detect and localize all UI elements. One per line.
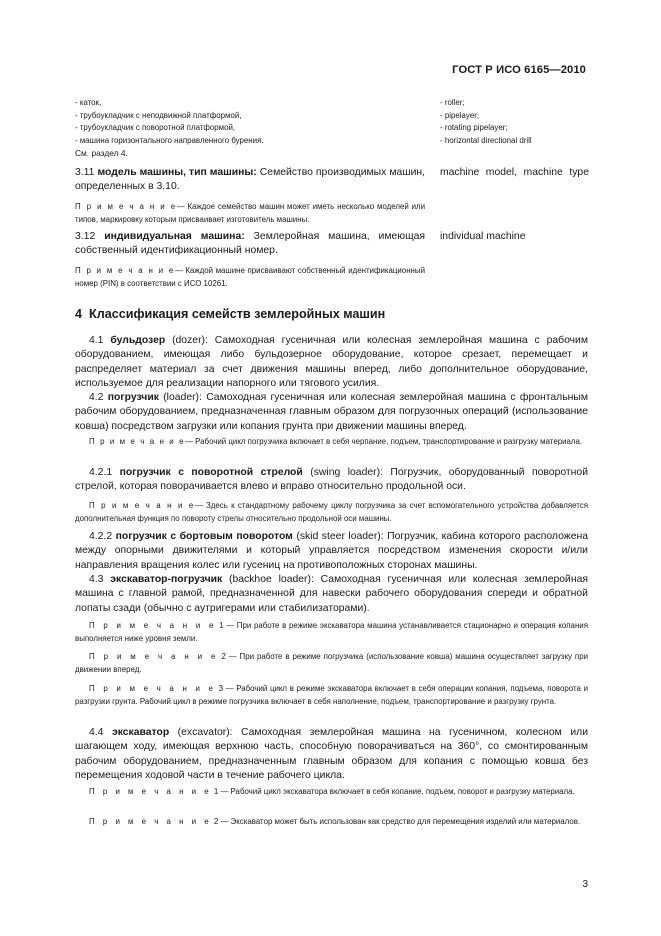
clause-text: (excavator): Самоходная землеройная машина на гусеничном, колесном или шагающем ходу, имеющая верхнюю часть, способную поворачиваться на 360°, со смонтированным рабочим оборудованием, предназначенным главным образом для копания с помощью ковша без перемещения ходовой части в течение рабочего цикла. xyxy=(75,727,588,782)
clause-number: 4.2.1 xyxy=(89,467,113,478)
note-label: П р и м е ч а н и е xyxy=(89,817,212,826)
term-definition: Землеройная машина, имеющая собственный идентификационный номер. xyxy=(75,231,426,257)
note-4-3-2 xyxy=(75,651,588,676)
list-item: - rotating pipelayer; xyxy=(440,123,508,132)
note-4-2-1 xyxy=(75,500,588,525)
term-3-12 xyxy=(75,230,425,259)
note-text: — Рабочий цикл погрузчика включает в себя черпание, подъем, транспортирование и разгрузку материала. xyxy=(185,437,583,446)
list-item: - каток, xyxy=(75,98,102,107)
note-text: — При работе в режиме экскаватора машина устанавливается стационарно и операция копания выполняется ниже уровня земли. xyxy=(75,621,588,643)
note-text: — При работе в режиме погрузчика (использование ковша) машина осуществляет загрузку при движении вперед. xyxy=(75,652,588,674)
note-number: 1 xyxy=(213,787,219,796)
note-number: 3 xyxy=(218,684,224,693)
machine-list-en xyxy=(440,97,590,147)
note-label: П р и м е ч а н и е xyxy=(89,652,219,661)
clause-term: бульдозер xyxy=(110,335,166,346)
clause-term: погрузчик с поворотной стрелой xyxy=(119,467,303,478)
note-label: П р и м е ч а н и е xyxy=(89,437,186,446)
clause-4-1 xyxy=(75,334,588,392)
clause-term: экскаватор xyxy=(111,727,170,738)
clause-text: (swing loader): Погрузчик, оборудованный поворотной стрелой, которая поворачивается влево и вправо относительно продольной оси. xyxy=(75,467,588,493)
note-4-3-1 xyxy=(75,620,588,645)
machine-list-ru xyxy=(75,97,425,160)
clause-number: 4.4 xyxy=(89,727,104,738)
clause-number: 4.3 xyxy=(89,574,104,585)
clause-number: 4.2.2 xyxy=(89,531,113,542)
note-text: — Каждое семейство машин может иметь несколько моделей или типов, маркировку которым присваивает изготовитель машины. xyxy=(75,202,425,224)
clause-text: (loader): Самоходная гусеничная или колесная землеройная машина с фронтальным рабочим оборудованием, предназначенная главным образом для погрузочных операций (использование ковша) посредством загрузки или копания грунта при движении машины вперед. xyxy=(75,392,588,432)
clause-number: 4.2 xyxy=(89,392,104,403)
note-3-12 xyxy=(75,265,425,290)
list-item: - horizontal directional drill xyxy=(440,135,532,145)
note-text: — Экскаватор может быть использован как средство для перемещения изделий или материалов. xyxy=(220,817,581,826)
section-heading: 4 Классификация семейств землеройных машин xyxy=(75,307,386,321)
clause-4-2 xyxy=(75,391,588,434)
note-4-2 xyxy=(75,436,588,449)
list-item: - трубоукладчик с неподвижной платформой, xyxy=(75,110,242,120)
page-number: 3 xyxy=(582,879,588,890)
clause-term: погрузчик с бортовым поворотом xyxy=(115,531,293,542)
note-label: П р и м е ч а н и е xyxy=(89,621,217,630)
clause-text: (dozer): Самоходная гусеничная или колесная землеройная машина с рабочим оборудованием, имеющая либо бульдозерное оборудование, которое срезает, перемещает и распределяет материал за счет движения машины вперед, либо дополнительное оборудование, используемое для реализации напорного или тягового усилия. xyxy=(75,335,588,390)
clause-4-2-1 xyxy=(75,466,588,495)
clause-term: погрузчик xyxy=(107,392,159,403)
list-item: - трубоукладчик с поворотной платформой, xyxy=(75,123,236,132)
note-4-3-3 xyxy=(75,683,588,708)
see-section-ref: См. раздел 4. xyxy=(75,148,128,158)
term-definition: Семейство производимых машин, определенных в 3.10. xyxy=(75,167,426,193)
list-item: - машина горизонтального направленного бурения. xyxy=(75,135,264,145)
term-3-12-en: individual machine xyxy=(440,231,526,242)
note-text: — Здесь к стандартному рабочему циклу погрузчика за счет вспомогательного устройства добавляется дополнительная функция по повороту стрелы относительно продольной оси машины. xyxy=(75,501,588,523)
term-number: 3.11 xyxy=(75,167,95,178)
clause-4-3 xyxy=(75,573,588,616)
note-text: — Каждой машине присваивают собственный идентификационный номер (PIN) в соответствии с ИСО 10261. xyxy=(75,266,425,288)
note-label: П р и м е ч а н и е xyxy=(75,266,175,275)
clause-number: 4.1 xyxy=(89,335,104,346)
note-4-4-2 xyxy=(75,816,588,829)
clause-4-4 xyxy=(75,726,588,784)
note-text: — Рабочий цикл экскаватора включает в себя копание, подъем, поворот и разгрузку материала. xyxy=(220,787,575,796)
list-item: - roller; xyxy=(440,98,465,107)
note-number: 2 xyxy=(213,817,219,826)
note-label: П р и м е ч а н и е xyxy=(75,202,177,211)
term-name: индивидуальная машина: xyxy=(104,231,245,242)
list-item: - pipelayer; xyxy=(440,110,480,120)
clause-text: (skid steer loader): Погрузчик, кабина которого расположена между опорными движителями и который управляется посредством изменения скорости и/или направления вращения колес или гусениц на противоположных сторонах машины. xyxy=(75,531,588,571)
note-label: П р и м е ч а н и е xyxy=(89,684,216,693)
term-3-11 xyxy=(75,166,425,195)
clause-term: экскаватор-погрузчик xyxy=(110,574,223,585)
note-4-4-1 xyxy=(75,786,588,799)
note-number: 2 xyxy=(221,652,226,661)
clause-4-2-2 xyxy=(75,530,588,573)
term-name: модель машины, тип машины: xyxy=(97,167,257,178)
term-3-11-en: machine model, machine type xyxy=(440,167,589,178)
note-label: П р и м е ч а н и е xyxy=(89,501,195,510)
term-number: 3.12 xyxy=(75,231,96,242)
note-label: П р и м е ч а н и е xyxy=(89,787,212,796)
note-number: 1 xyxy=(219,621,224,630)
note-text: — Рабочий цикл в режиме экскаватора включает в себя операции копания, подъема, поворота и разгрузки грунта. Рабочий цикл в режиме погрузчика включает в себя наполнение, подъем, транспортирование и разгрузку грунта. xyxy=(75,684,588,706)
clause-text: (backhoe loader): Самоходная гусеничная или колесная землеройная машина с главной рамой, предназначенной для навески рабочего оборудования спереди и обратной лопаты сзади (обычно с аутригерами или стабилизаторами). xyxy=(75,574,588,614)
note-3-11 xyxy=(75,201,425,226)
document-header: ГОСТ Р ИСО 6165—2010 xyxy=(452,64,586,76)
